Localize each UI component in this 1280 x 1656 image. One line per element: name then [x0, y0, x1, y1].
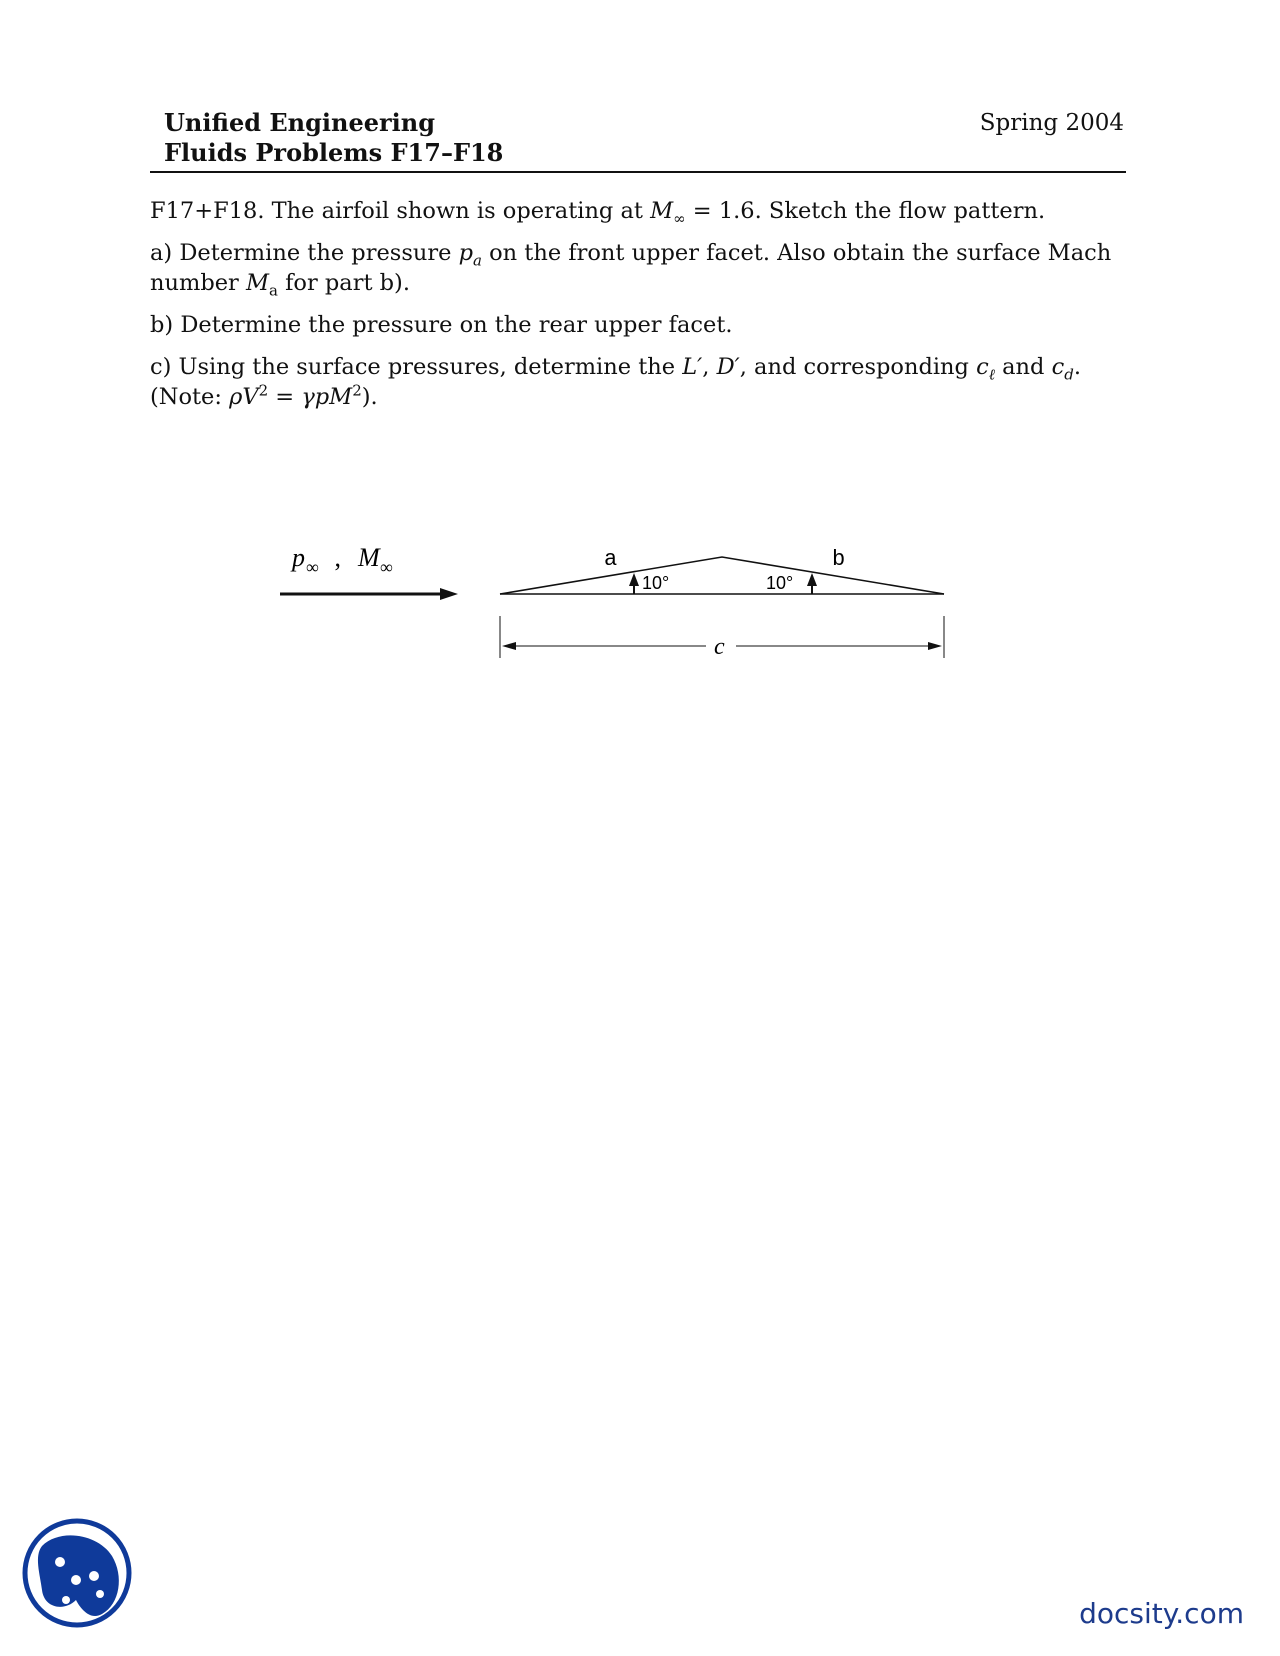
flow-label-p: p [292, 543, 305, 572]
note-sup2: 2 [352, 381, 362, 400]
intro-mach-sub: ∞ [673, 209, 686, 228]
chord-arrow-left [502, 642, 516, 650]
problem-part-c [150, 352, 1130, 412]
part-a-text1: a) Determine the pressure [150, 240, 459, 266]
part-c-text1: c) Using the surface pressures, determine the [150, 354, 683, 380]
intro-lead: F17+F18. The airfoil shown is operating at [150, 198, 651, 224]
part-c-L: L′ [682, 354, 703, 380]
note-gamma: γpM [301, 384, 353, 410]
part-c-text2: , and corresponding [739, 354, 977, 380]
part-a-M-sub: a [269, 281, 278, 300]
part-a-text3: for part b). [277, 270, 410, 296]
header-title-line1: Unified Engineering [164, 108, 435, 137]
header-title-line2: Fluids Problems F17–F18 [164, 138, 504, 167]
part-c-sep: , [702, 354, 717, 380]
intro-tail: = 1.6. Sketch the flow pattern. [685, 198, 1046, 224]
angle-a-arrow-head [629, 573, 639, 586]
part-c-cl-sub: ℓ [988, 365, 995, 384]
note-lead: (Note: [150, 384, 230, 410]
flow-label-M-sub: ∞ [380, 557, 393, 577]
part-c-cd: c [1051, 354, 1065, 380]
docsity-brand-text[interactable]: docsity.com [1079, 1597, 1244, 1630]
flow-label-M: M [358, 543, 380, 572]
note-eq: = [268, 384, 302, 410]
page-header [164, 108, 1124, 168]
header-rule [150, 171, 1126, 173]
chord-arrow-right [928, 642, 942, 650]
angle-b-label: 10° [766, 573, 794, 593]
facet-b-label: b [832, 547, 846, 572]
note-rho: ρV [229, 384, 259, 410]
docsity-logo-icon [20, 1516, 134, 1630]
chord-label: c [714, 634, 725, 660]
note-sup1: 2 [258, 381, 269, 400]
part-c-and: and [994, 354, 1052, 380]
flow-label-p-sub: ∞ [306, 557, 319, 577]
note-end: ). [361, 384, 378, 410]
intro-mach: M [650, 198, 674, 224]
problem-part-b: b) Determine the pressure on the rear upper facet. [150, 312, 733, 338]
header-term: Spring 2004 [979, 110, 1124, 136]
part-c-cl: c [976, 354, 989, 380]
part-c-end: . [1073, 354, 1081, 380]
problem-intro [150, 196, 1130, 226]
part-c-cd-sub: d [1064, 365, 1074, 384]
angle-b-arrow-head [807, 573, 817, 586]
part-c-D: D′ [716, 354, 740, 380]
part-a-M: M [245, 270, 269, 296]
facet-a-label: a [604, 547, 618, 572]
problem-body [150, 196, 1130, 424]
airfoil-upper-surface [500, 557, 944, 594]
part-a-p: p [458, 240, 473, 266]
part-a-text2: on the front upper facet. Also obtain the surface Mach number [150, 240, 1112, 296]
flow-arrow-head [440, 588, 458, 600]
problem-part-a [150, 238, 1130, 298]
part-a-p-sub: a [473, 251, 482, 270]
airfoil-diagram [270, 530, 970, 670]
angle-a-label: 10° [642, 573, 670, 593]
flow-label-comma: , [328, 543, 348, 572]
